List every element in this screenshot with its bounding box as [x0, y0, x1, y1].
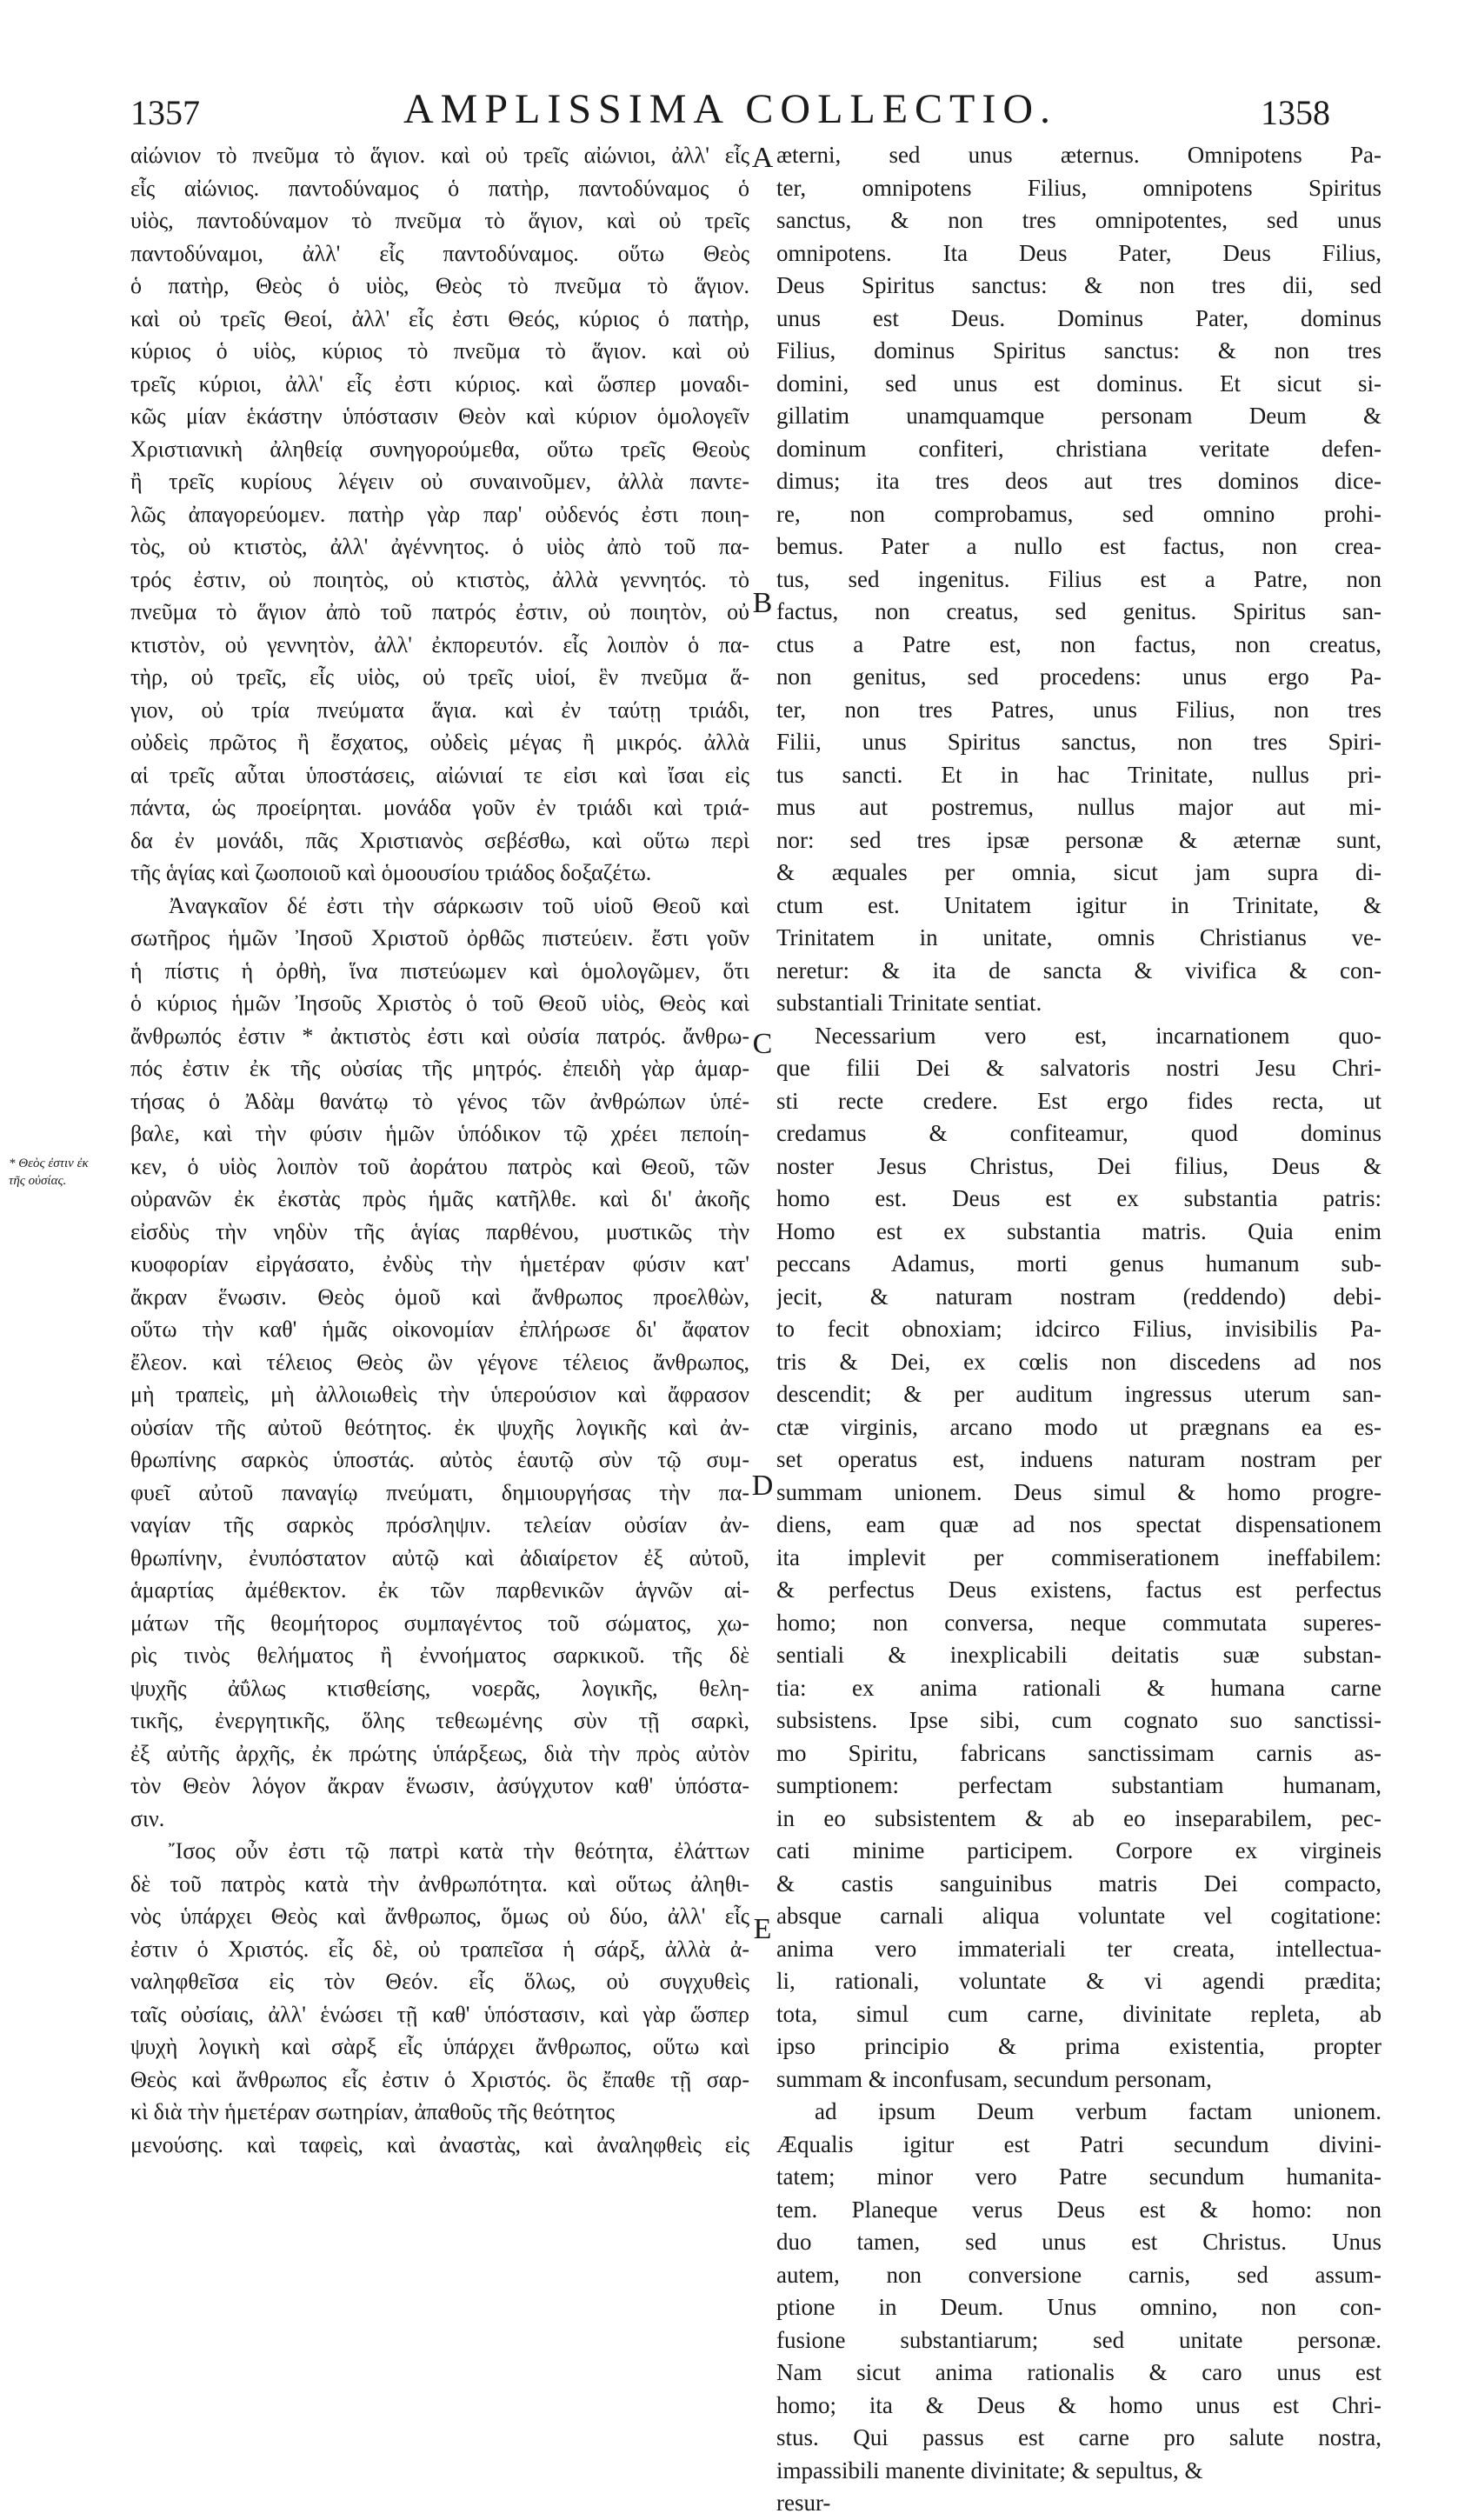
text-line: θρωπίνην, ἐνυπόστατον αὐτῷ καὶ ἀδιαίρετον ἐξ αὐτοῦ, [130, 1544, 749, 1570]
text-line: sti recte credere. Est ergo fides recta, ut [776, 1087, 1381, 1114]
text-line: noster Jesus Christus, Dei filius, Deus & [776, 1152, 1381, 1179]
text-line: tus sancti. Et in hac Trinitate, nullus pri- [776, 761, 1381, 788]
text-line: tem. Planeque verus Deus est & homo: non [776, 2196, 1381, 2223]
page-number-left: 1357 [130, 93, 200, 132]
text-line: κῶς μίαν ἑκάστην ὑπόστασιν Θεὸν καὶ κύριον ὁμολογεῖν [130, 403, 749, 429]
section-letter: B [752, 587, 773, 619]
text-line: summam unionem. Deus simul & homo progre- [776, 1478, 1381, 1505]
text-line: αἰώνιον τὸ πνεῦμα τὸ ἅγιον. καὶ οὐ τρεῖς αἰώνιοι, ἀλλ' εἷς [130, 143, 749, 168]
text-line: re, non comprobamus, sed omnino prohi- [776, 500, 1381, 527]
greek-column [130, 139, 749, 2161]
text-line: non genitus, sed procedens: unus ergo Pa- [776, 663, 1381, 690]
text-line: ἐξ αὐτῆς ἀρχῆς, ἐκ πρώτης ὑπάρξεως, διὰ τὴν πρὸς αὐτὸν [130, 1740, 749, 1766]
text-line: γιον, οὐ τρία πνεύματα ἅγια. καὶ ἐν ταύτῃ τριάδι, [130, 697, 749, 723]
text-line: mus aut postremus, nullus major aut mi- [776, 794, 1381, 820]
text-line: τρός ἐστιν, οὐ ποιητὸς, οὐ κτιστὸς, ἀλλὰ γεννητός. τὸ [130, 566, 749, 592]
text-line: Ἴσος οὖν ἐστι τῷ πατρὶ κατὰ τὴν θεότητα, ἐλάττων [169, 1838, 749, 1863]
text-line: dimus; ita tres deos aut tres dominos dice- [776, 468, 1381, 494]
text-line: Filius, dominus Spiritus sanctus: & non tres [776, 337, 1381, 363]
text-line: ἄκραν ἕνωσιν. Θεὸς ὁμοῦ καὶ ἄνθρωπος προελθὼν, [130, 1283, 749, 1310]
text-line: πνεῦμα τὸ ἅγιον ἀπὸ τοῦ πατρός ἐστιν, οὐ ποιητὸν, οὐ [130, 599, 749, 624]
text-line: substantiali Trinitate sentiat. [776, 990, 1042, 1016]
latin-column [776, 139, 1381, 2520]
text-line: ναγίαν τῆς σαρκὸς πρόσληψιν. τελείαν οὐσίαν ἀν- [130, 1512, 749, 1537]
text-line: in eo subsistentem & ab eo inseparabilem, pec- [776, 1804, 1381, 1831]
text-line: ctum est. Unitatem igitur in Trinitate, & [776, 891, 1381, 918]
text-line: impassibili manente divinitate; & sepultus, & [776, 2457, 1203, 2483]
text-line: omnipotens. Ita Deus Pater, Deus Filius, [776, 239, 1381, 266]
text-line: τρεῖς κύριοι, ἀλλ' εἷς ἐστι κύριος. καὶ ὥσπερ μοναδι- [130, 370, 749, 397]
section-letter: A [751, 142, 774, 174]
section-letter: E [753, 1913, 772, 1945]
text-line: Necessarium vero est, incarnationem quo- [815, 1022, 1381, 1049]
text-line: κὶ διὰ τὴν ἡμετέραν σωτηρίαν, ἀπαθοῦς τῆς θεότητος [130, 2099, 615, 2124]
text-line: κεν, ὁ υἱὸς λοιπὸν τοῦ ἀοράτου πατρὸς καὶ Θεοῦ, τῶν [130, 1153, 749, 1179]
text-line: fusione substantiarum; sed unitate personæ. [776, 2326, 1381, 2353]
text-line: & castis sanguinibus matris Dei compacto, [776, 1870, 1381, 1897]
text-line: κυοφορίαν εἰργάσατο, ἐνδὺς τὴν ἡμετέραν φύσιν κατ' [130, 1251, 749, 1277]
text-line: θρωπίνης σαρκὸς ὑποστάς. αὐτὸς ἑαυτῷ σὺν τῷ συμ- [130, 1447, 749, 1472]
text-line: domini, sed unus est dominus. Et sicut si- [776, 370, 1381, 397]
text-line: Ἀναγκαῖον δέ ἐστι τὴν σάρκωσιν τοῦ υἱοῦ Θεοῦ καὶ [169, 892, 749, 918]
margin-note: * Θεὸς ἐστιν ἐκ τῆς οὐσίας. [9, 1157, 89, 1188]
text-line: Nam sicut anima rationalis & caro unus est [776, 2359, 1381, 2385]
text-line: to fecit obnoxiam; idcirco Filius, invisibilis Pa- [776, 1316, 1381, 1342]
text-line: Χριστιανικὴ ἀληθείᾳ συνηγορούμεθα, οὕτω τρεῖς Θεοὺς [130, 436, 749, 462]
section-letter: C [752, 1028, 773, 1060]
text-line: cati minime participem. Corpore ex virgineis [776, 1837, 1381, 1863]
text-line: ἐστιν ὁ Χριστός. εἷς δὲ, οὐ τραπεῖσα ἡ σάρξ, ἀλλὰ ἀ- [130, 1936, 749, 1962]
text-line: ἔλεον. καὶ τέλειος Θεὸς ὢν γέγονε τέλειος ἄνθρωπος, [130, 1349, 749, 1375]
section-letter: D [751, 1470, 774, 1502]
text-line: ctæ virginis, arcano modo ut prægnans ea es- [776, 1413, 1381, 1440]
text-line: ναληφθεῖσα εἰς τὸν Θεόν. εἷς ὅλως, οὐ συγχυθεὶς [130, 1969, 749, 1994]
text-line: resur- [776, 2490, 831, 2516]
text-line: πάντα, ὡς προείρηται. μονάδα γοῦν ἐν τριάδι καὶ τριά- [130, 795, 749, 820]
text-line: κύριος ὁ υἱὸς, κύριος τὸ πνεῦμα τὸ ἅγιον. καὶ οὐ [130, 338, 749, 363]
text-line: καὶ οὐ τρεῖς Θεοί, ἀλλ' εἷς ἐστι Θεός, κύριος ὁ πατὴρ, [130, 305, 749, 331]
text-line: ctus a Patre est, non factus, non creatus, [776, 630, 1381, 657]
text-line: mo Spiritu, fabricans sanctissimam carnis as- [776, 1739, 1381, 1766]
text-line: peccans Adamus, morti genus humanum sub- [776, 1250, 1381, 1277]
text-line: ὁ πατὴρ, Θεὸς ὁ υἱὸς, Θεὸς τὸ πνεῦμα τὸ ἅγιον. [130, 273, 749, 298]
text-line: φυεῖ αὐτοῦ παναγίῳ πνεύματι, δημιουργήσας τὴν πα- [130, 1479, 749, 1505]
text-line: σωτῆρος ἡμῶν Ἰησοῦ Χριστοῦ ὀρθῶς πιστεύειν. ἔστι γοῦν [130, 925, 749, 950]
text-line: tris & Dei, ex cœlis non discedens ad nos [776, 1348, 1381, 1375]
page-number-right: 1358 [1261, 93, 1330, 132]
text-line: ter, omnipotens Filius, omnipotens Spiritus [776, 174, 1381, 201]
text-line: αἱ τρεῖς αὗται ὑποστάσεις, αἰώνιαί τε εἰσι καὶ ἴσαι εἰς [130, 762, 749, 788]
text-line: κτιστὸν, οὐ γεννητὸν, ἀλλ' ἐκπορευτόν. εἷς λοιπὸν ὁ πα- [130, 631, 749, 657]
text-line: ψυχῆς ἀΰλως κτισθείσης, νοερᾶς, λογικῆς, θελη- [130, 1675, 749, 1701]
text-line: ψυχὴ λογικὴ καὶ σὰρξ εἷς ὑπάρχει ἄνθρωπος, οὕτω καὶ [130, 2034, 749, 2059]
text-line: anima vero immateriali ter creata, intellectua- [776, 1935, 1381, 1962]
text-line: Filii, unus Spiritus sanctus, non tres Spiri- [776, 729, 1381, 755]
text-line: υἱὸς, παντοδύναμον τὸ πνεῦμα τὸ ἅγιον, καὶ οὐ τρεῖς [130, 208, 749, 233]
text-line: τῆς ἁγίας καὶ ζωοποιοῦ καὶ ὁμοουσίου τριάδος δοξαζέτω. [130, 860, 652, 885]
text-line: οὐρανῶν ἐκ ἐκστὰς πρὸς ἡμᾶς κατῆλθε. καὶ δι' ἀκοῆς [130, 1186, 749, 1211]
text-line: νὸς ὑπάρχει Θεὸς καὶ ἄνθρωπος, ὅμως οὐ δύο, ἀλλ' εἷς [130, 1903, 749, 1929]
text-line: bemus. Pater a nullo est factus, non crea- [776, 533, 1381, 559]
text-line: τήσας ὁ Ἀδὰμ θανάτῳ τὸ γένος τῶν ἀνθρώπων ὑπέ- [130, 1088, 749, 1114]
text-line: jecit, & naturam nostram (reddendo) debi- [776, 1283, 1381, 1310]
text-line: diens, eam quæ ad nos spectat dispensationem [776, 1511, 1381, 1537]
text-line: ter, non tres Patres, unus Filius, non tres [776, 696, 1381, 723]
text-line: τικῆς, ἐνεργητικῆς, ὅλης τεθεωμένης σὺν τῇ σαρκὶ, [130, 1708, 749, 1733]
text-line: ἢ τρεῖς κυρίους λέγειν οὐ συναινοῦμεν, ἀλλὰ παντε- [130, 469, 749, 494]
text-line: summam & inconfusam, secundum personam, [776, 2065, 1212, 2092]
text-line: εἰσδὺς τὴν νηδὺν τῆς ἁγίας παρθένου, μυστικῶς τὴν [130, 1218, 749, 1244]
text-line: εἷς αἰώνιος. παντοδύναμος ὁ πατὴρ, παντοδύναμος ὁ [130, 175, 749, 201]
text-line: tota, simul cum carne, divinitate repleta, ab [776, 2000, 1381, 2027]
text-line: subsistens. Ipse sibi, cum cognato suo sanctissi- [776, 1707, 1381, 1733]
text-line: ad ipsum Deum verbum factam unionem. [815, 2098, 1381, 2124]
text-line: οὐδεὶς πρῶτος ἢ ἔσχατος, οὐδεὶς μέγας ἢ μικρός. ἀλλὰ [130, 730, 749, 755]
text-line: li, rationali, voluntate & vi agendi prædita; [776, 1968, 1381, 1994]
text-line: Æqualis igitur est Patri secundum divini- [776, 2130, 1381, 2157]
text-line: τὸς, οὐ κτιστὸς, ἀλλ' ἀγέννητος. ὁ υἱὸς ἀπὸ τοῦ πα- [130, 534, 749, 559]
text-line: ὁ κύριος ἡμῶν Ἰησοῦς Χριστὸς ὁ τοῦ Θεοῦ υἱὸς, Θεὸς καὶ [130, 990, 749, 1016]
running-title: AMPLISSIMA COLLECTIO. [403, 86, 1058, 132]
text-line: Θεὸς καὶ ἄνθρωπος εἷς ἐστιν ὁ Χριστός. ὃς ἔπαθε τῇ σαρ- [130, 2066, 749, 2092]
text-line: πός ἐστιν ἐκ τῆς οὐσίας τῆς μητρός. ἐπειδὴ γὰρ ἁμαρ- [130, 1056, 749, 1081]
text-line: gillatim unamquamque personam Deum & [776, 403, 1381, 429]
text-line: stus. Qui passus est carne pro salute nostra, [776, 2424, 1381, 2450]
text-line: ταῖς οὐσίαις, ἀλλ' ἑνώσει τῇ καθ' ὑπόστασιν, καὶ γὰρ ὥσπερ [130, 2001, 749, 2027]
text-line: neretur: & ita de sancta & vivifica & con- [776, 957, 1381, 983]
text-line: dominum confiteri, christiana veritate defen- [776, 435, 1381, 462]
text-line: nor: sed tres ipsæ personæ & æternæ sunt, [776, 826, 1381, 853]
text-line: sanctus, & non tres omnipotentes, sed unus [776, 207, 1381, 233]
text-line: absque carnali aliqua voluntate vel cogitatione: [776, 1903, 1381, 1929]
text-line: ρὶς τινὸς θελήματος ἢ ἐννοήματος σαρκικοῦ. τῆς δὲ [130, 1643, 749, 1668]
text-line: sumptionem: perfectam substantiam humanam, [776, 1772, 1381, 1798]
text-line: homo; ita & Deus & homo unus est Chri- [776, 2391, 1381, 2418]
text-line: σιν. [130, 1805, 165, 1831]
text-line: & æquales per omnia, sicut jam supra di- [776, 859, 1381, 885]
text-line: ἄνθρωπός ἐστιν * ἀκτιστὸς ἐστι καὶ οὐσία πατρός. ἄνθρω- [130, 1023, 749, 1049]
page-header [130, 85, 1330, 137]
text-line: factus, non creatus, sed genitus. Spiritus san- [776, 598, 1381, 624]
text-line: homo; non conversa, neque commutata superes- [776, 1609, 1381, 1636]
text-line: ipso principio & prima existentia, propter [776, 2033, 1381, 2059]
text-line: ἡ πίστις ἡ ὀρθὴ, ἵνα πιστεύωμεν καὶ ὁμολογῶμεν, ὅτι [130, 957, 749, 983]
text-line: ptione in Deum. Unus omnino, non con- [776, 2294, 1381, 2320]
text-line: μενούσης. καὶ ταφεὶς, καὶ ἀναστὰς, καὶ ἀναληφθεὶς εἰς [130, 2131, 749, 2157]
text-line: credamus & confiteamur, quod dominus [776, 1120, 1381, 1146]
text-line: & perfectus Deus existens, factus est perfectus [776, 1577, 1381, 1603]
text-line: λῶς ἀπαγορεύομεν. πατὴρ γὰρ παρ' οὐδενός ἐστι ποιη- [130, 501, 749, 527]
text-line: Homo est ex substantia matris. Quia enim [776, 1217, 1381, 1244]
text-line: Trinitatem in unitate, omnis Christianus ve- [776, 924, 1381, 950]
text-line: μὴ τραπεὶς, μὴ ἀλλοιωθεὶς τὴν ὑπερούσιον καὶ ἄφρασον [130, 1382, 749, 1407]
text-line: que filii Dei & salvatoris nostri Jesu Chri- [776, 1055, 1381, 1081]
text-line: ita implevit per commiserationem ineffabilem: [776, 1543, 1381, 1570]
text-line: tia: ex anima rationali & humana carne [776, 1674, 1381, 1701]
text-line: tatem; minor vero Patre secundum humanita- [776, 2163, 1381, 2190]
text-line: descendit; & per auditum ingressus uterum san- [776, 1381, 1381, 1407]
text-line: οὐσίαν τῆς αὐτοῦ θεότητος. ἐκ ψυχῆς λογικῆς καὶ ἀν- [130, 1414, 749, 1440]
text-line: δα ἐν μονάδι, πᾶς Χριστιανὸς σεβέσθω, καὶ οὕτω περὶ [130, 827, 749, 853]
text-line: τὴρ, οὐ τρεῖς, εἷς υἱὸς, οὐ τρεῖς υἱοί, ἓν πνεῦμα ἅ- [130, 664, 749, 690]
text-line: δὲ τοῦ πατρὸς κατὰ τὴν ἀνθρωπότητα. καὶ οὕτως ἀληθι- [130, 1870, 749, 1897]
text-line: sentiali & inexplicabili deitatis suæ substan- [776, 1642, 1381, 1668]
text-line: duo tamen, sed unus est Christus. Unus [776, 2229, 1381, 2255]
text-line: βαλε, καὶ τὴν φύσιν ἡμῶν ὑπόδικον τῷ χρέει πεποίη- [130, 1121, 749, 1146]
text-line: homo est. Deus est ex substantia patris: [776, 1185, 1381, 1211]
text-line: ἁμαρτίας ἀμέθεκτον. ἐκ τῶν παρθενικῶν ἁγνῶν αἱ- [130, 1577, 749, 1603]
text-line: tus, sed ingenitus. Filius est a Patre, non [776, 565, 1381, 592]
text-line: Deus Spiritus sanctus: & non tres dii, sed [776, 272, 1381, 298]
text-line: μάτων τῆς θεομήτορος συμπαγέντος τοῦ σώματος, χω- [130, 1610, 749, 1636]
text-line: παντοδύναμοι, ἀλλ' εἷς παντοδύναμος. οὕτω Θεὸς [130, 240, 749, 266]
text-line: set operatus est, induens naturam nostram per [776, 1446, 1381, 1472]
text-line: æterni, sed unus æternus. Omnipotens Pa- [776, 142, 1381, 168]
text-line: οὕτω τὴν καθ' ἡμᾶς οἰκονομίαν ἐπλήρωσε δι' ἄφατον [130, 1317, 749, 1342]
text-line: τὸν Θεὸν λόγον ἄκραν ἕνωσιν, ἀσύγχυτον καθ' ὑπόστα- [130, 1773, 749, 1798]
text-line: autem, non conversione carnis, sed assum- [776, 2261, 1381, 2288]
text-line: unus est Deus. Dominus Pater, dominus [776, 304, 1381, 331]
